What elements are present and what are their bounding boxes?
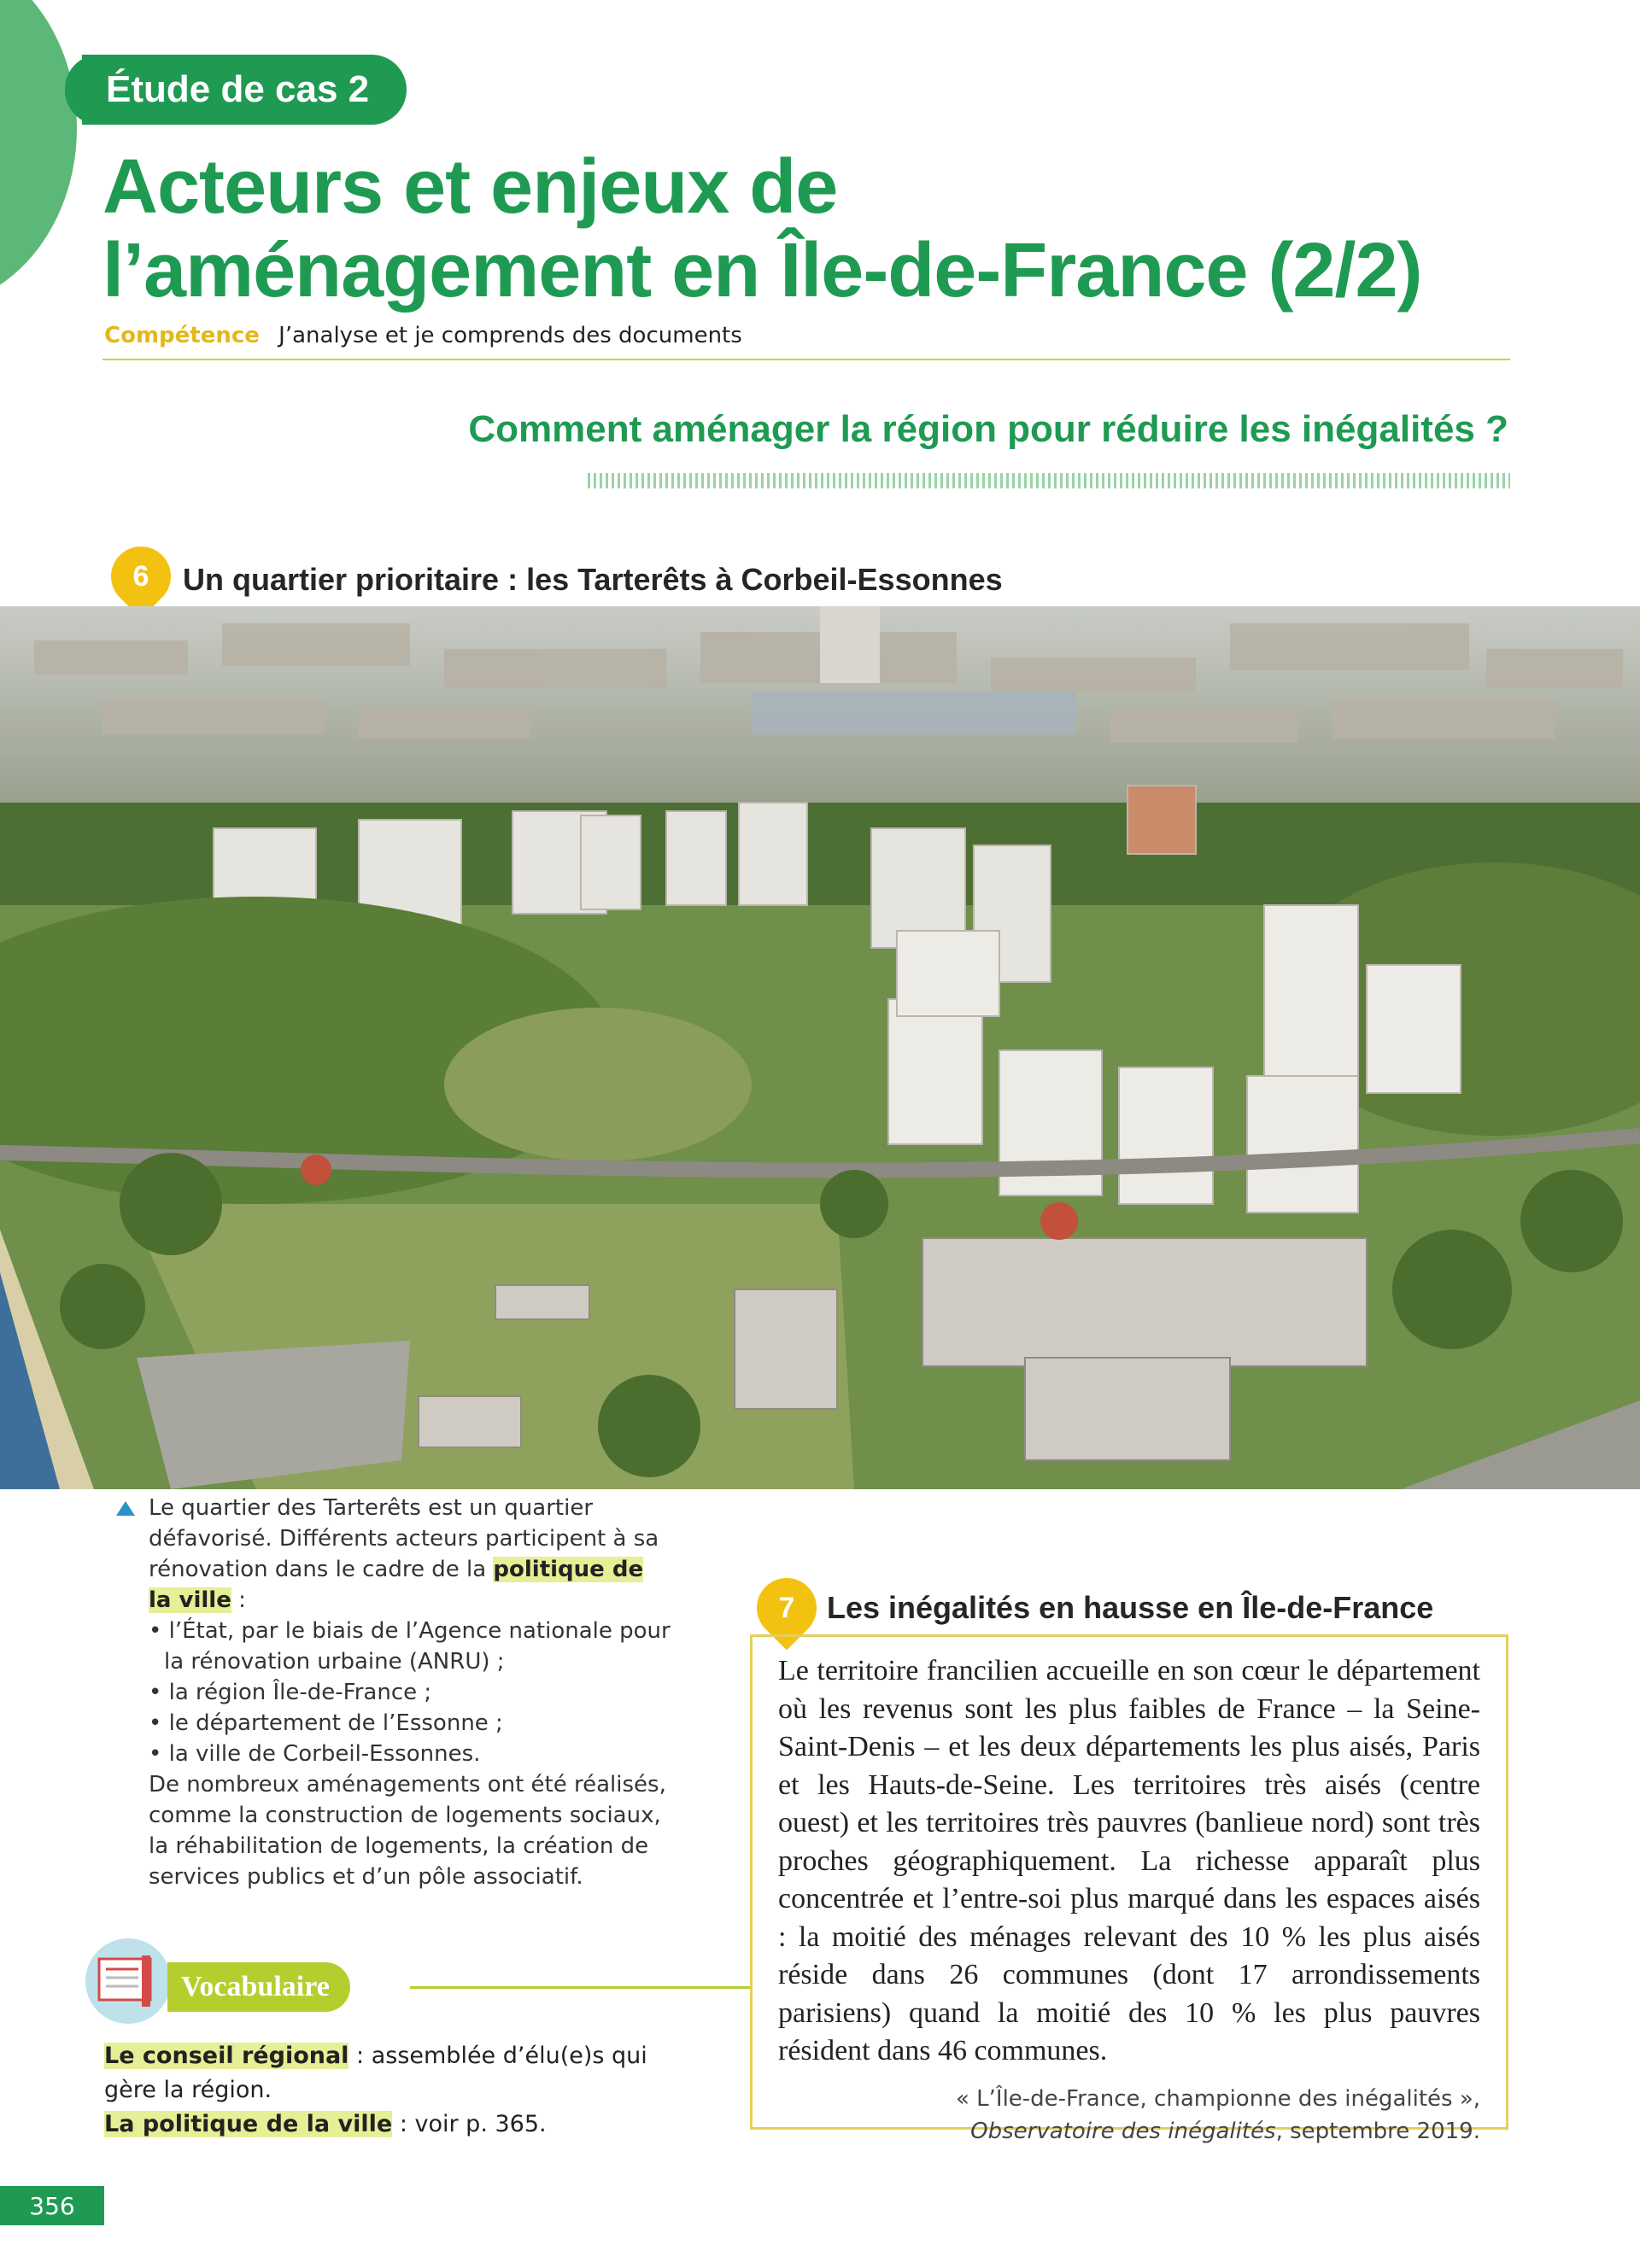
aerial-photo-illustration bbox=[0, 606, 1640, 1489]
page-number: 356 bbox=[0, 2186, 104, 2225]
caption-triangle-icon bbox=[116, 1501, 135, 1516]
competence-line bbox=[104, 323, 742, 348]
doc7-title: Les inégalités en hausse en Île-de-France bbox=[827, 1590, 1434, 1625]
doc6-bullet-item: • l’État, par le biais de l’Agence nationale pour la rénovation urbaine (ANRU) ; bbox=[149, 1618, 671, 1675]
vocabulary-term: Le conseil régional bbox=[104, 2043, 349, 2069]
vocabulary-entry bbox=[104, 2107, 685, 2142]
vocabulary-divider bbox=[410, 1986, 752, 1989]
competence-label: Compétence bbox=[104, 323, 260, 348]
doc7-text-box bbox=[750, 1634, 1508, 2144]
page-title bbox=[102, 145, 1503, 313]
doc7-number: 7 bbox=[778, 1591, 795, 1624]
vocabulary-header bbox=[85, 1933, 675, 2027]
vocabulary-definition: : voir p. 365. bbox=[392, 2111, 547, 2137]
doc6-title: Un quartier prioritaire : les Tarterêts à Corbeil-Essonnes bbox=[183, 562, 1003, 597]
doc7-text: Le territoire francilien accueille en son cœur le département où les revenus sont les plus faibles de France – la Seine-Saint-Denis – et les deux départements les plus aisés, Paris et les Hauts-de-Seine. Les territoires très aisés (centre ouest) et les territoires très pauvres (banlieue nord) sont très proches géographiquement. La richesse apparaît plus concentrée et l’entre-soi plus marqué dans les espaces aisés : la moitié des ménages relevant des 10 % les plus aisés réside dans 26 communes (dont 17 arrondissements parisiens) quand la moitié des 10 % les plus pauvres résident dans 46 communes. bbox=[778, 1655, 1480, 2066]
hatched-divider bbox=[588, 473, 1510, 488]
doc6-bullet-item: • le département de l’Essonne ; bbox=[149, 1710, 503, 1736]
vocabulary-term: La politique de la ville bbox=[104, 2111, 393, 2137]
vocabulary-book-icon bbox=[85, 1938, 171, 2024]
doc7-source bbox=[778, 2083, 1480, 2148]
doc6-caption-body bbox=[149, 1493, 671, 1892]
page-title-line-2: l’aménagement en Île-de-France (2/2) bbox=[102, 228, 1422, 313]
doc6-bullet-item: • la ville de Corbeil-Essonnes. bbox=[149, 1741, 481, 1767]
vocabulary-definitions bbox=[104, 2039, 685, 2142]
vocabulary-label: Vocabulaire bbox=[167, 1962, 350, 2012]
doc7-source-date: , septembre 2019. bbox=[1275, 2118, 1480, 2144]
doc6-highlight-term: politique de la ville bbox=[149, 1557, 644, 1613]
case-study-label bbox=[82, 55, 407, 125]
competence-text: J’analyse et je comprends des documents bbox=[278, 323, 742, 348]
doc6-bullet-item: • la région Île-de-France ; bbox=[149, 1680, 432, 1705]
page-title-line-1: Acteurs et enjeux de bbox=[102, 144, 838, 230]
title-divider bbox=[102, 359, 1510, 360]
vocabulary-entry bbox=[104, 2039, 685, 2107]
vocabulary-definition: : assemblée d’élu(e)s qui gère la région. bbox=[104, 2043, 647, 2103]
doc6-number: 6 bbox=[132, 559, 149, 593]
doc6-caption bbox=[116, 1493, 671, 1892]
doc7-source-publication: Observatoire des inégalités bbox=[970, 2118, 1276, 2144]
case-study-label-text: Étude de cas 2 bbox=[106, 68, 370, 110]
doc6-caption-colon: : bbox=[231, 1587, 246, 1613]
doc7-source-title: « L’Île-de-France, championne des inégalités », bbox=[955, 2085, 1480, 2112]
doc6-caption-intro: Le quartier des Tarterêts est un quartier défavorisé. Différents acteurs participent à sa rénovation dans le cadre de la bbox=[149, 1495, 659, 1582]
problem-question: Comment aménager la région pour réduire les inégalités ? bbox=[468, 408, 1508, 450]
corner-decoration bbox=[0, 0, 77, 307]
aerial-photo-tarterets bbox=[0, 606, 1640, 1489]
doc6-caption-outro: De nombreux aménagements ont été réalisés, comme la construction de logements sociaux, la réhabilitation de logements, la création de services publics et d’un pôle associatif. bbox=[149, 1772, 666, 1890]
